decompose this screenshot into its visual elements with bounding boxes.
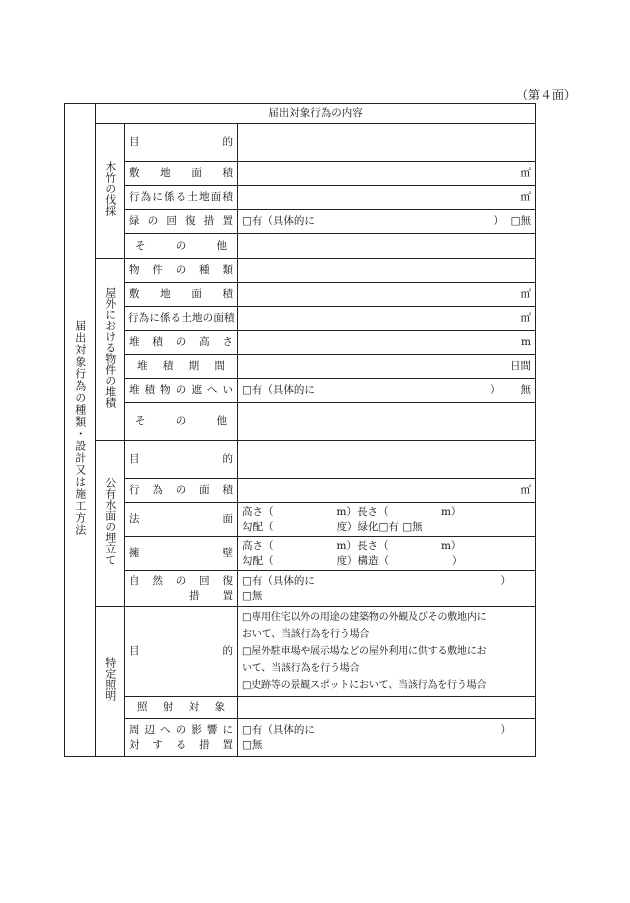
tree-land-area-value[interactable] — [238, 186, 536, 210]
unit-m2: ㎡ — [520, 167, 531, 179]
section-tree-cutting — [96, 124, 125, 259]
light-impact-no: □無 — [242, 738, 263, 751]
pile-screen-yes: □有（具体的に — [242, 384, 315, 396]
unit-m: m — [521, 336, 531, 348]
water-nature-no: □無 — [242, 589, 263, 602]
water-purpose-label: 目的 — [125, 441, 238, 479]
pile-other-value[interactable] — [238, 403, 536, 441]
light-purpose-line-2: おいて、当該行為を行う場合 — [242, 629, 370, 640]
water-nature-value[interactable] — [238, 571, 536, 607]
pile-other-label: その他 — [125, 403, 238, 441]
pile-screen-label: 堆積物の遮へい — [125, 379, 238, 403]
tree-other-label: その他 — [125, 234, 238, 259]
water-purpose-value[interactable] — [238, 441, 536, 479]
water-wall-label: 擁壁 — [125, 537, 238, 571]
pile-period-label: 堆積期間 — [125, 355, 238, 379]
light-purpose-line-3: □屋外駐車場や展示場などの屋外利用に供する敷地にお — [242, 646, 487, 657]
tree-green-yes: □有（具体的に — [242, 215, 315, 227]
light-impact-yes-line: □有（具体的に ） — [242, 723, 511, 736]
pile-height-value[interactable] — [238, 331, 536, 355]
section-specific-lighting — [96, 607, 125, 757]
water-wall-line-1: 高さ（ m）長さ（ m） — [242, 539, 462, 552]
tree-purpose-value[interactable] — [238, 124, 536, 162]
water-slope-line-2: 勾配（ 度）緑化□有 □無 — [242, 520, 423, 533]
side-title: 届出対象行為の種類・設計又は施工方法 — [73, 319, 87, 536]
page-number: （第４面） — [515, 88, 576, 102]
table-header: 届出対象行為の内容 — [96, 104, 536, 124]
light-purpose-line-5: □史跡等の景観スポットにおいて、当該行為を行う場合 — [242, 680, 487, 691]
section-pile-title: 屋外における物件の堆積 — [103, 286, 117, 408]
water-area-value[interactable] — [238, 479, 536, 503]
water-wall-line-2: 勾配（ 度）構造（ ） — [242, 554, 463, 567]
tree-green-value[interactable] — [238, 210, 536, 234]
tree-green-label: 緑の回復措置 — [125, 210, 238, 234]
pile-site-area-label: 敷地面積 — [125, 283, 238, 307]
tree-purpose-label: 目的 — [125, 124, 238, 162]
pile-kind-label: 物件の種類 — [125, 259, 238, 283]
pile-land-area-label: 行為に係る土地の面積 — [125, 307, 238, 331]
light-target-value[interactable] — [238, 697, 536, 719]
pile-screen-no: ） 無 — [489, 384, 531, 396]
water-slope-line-1: 高さ（ m）長さ（ m） — [242, 505, 462, 518]
water-area-label: 行為の面積 — [125, 479, 238, 503]
side-title-cell — [65, 104, 96, 757]
light-purpose-line-1: □専用住宅以外の用途の建築物の外観及びその敷地内に — [242, 612, 487, 623]
light-purpose-line-4: いて、当該行為を行う場合 — [242, 663, 360, 674]
tree-site-area-value[interactable] — [238, 162, 536, 186]
unit-m2: ㎡ — [520, 312, 531, 324]
section-tree-title: 木竹の伐採 — [103, 161, 117, 216]
light-purpose-label: 目的 — [125, 607, 238, 697]
light-target-label: 照射対象 — [125, 697, 238, 719]
notification-form-table — [64, 103, 536, 757]
section-water-reclamation — [96, 441, 125, 607]
tree-site-area-label: 敷地面積 — [125, 162, 238, 186]
pile-period-value[interactable] — [238, 355, 536, 379]
unit-m2: ㎡ — [520, 484, 531, 496]
unit-days: 日間 — [510, 360, 531, 372]
light-impact-value[interactable] — [238, 719, 536, 757]
pile-land-area-value[interactable] — [238, 307, 536, 331]
water-wall-value[interactable] — [238, 537, 536, 571]
water-nature-label: 自然の回復 措置 — [125, 571, 238, 607]
unit-m2: ㎡ — [520, 191, 531, 203]
section-light-title: 特定照明 — [103, 657, 117, 701]
pile-height-label: 堆積の高さ — [125, 331, 238, 355]
pile-kind-value[interactable] — [238, 259, 536, 283]
tree-other-value[interactable] — [238, 234, 536, 259]
pile-screen-value[interactable] — [238, 379, 536, 403]
section-outdoor-pile — [96, 259, 125, 441]
water-slope-label: 法面 — [125, 503, 238, 537]
light-purpose-value[interactable] — [238, 607, 536, 697]
light-impact-label: 周辺への影響に 対する措置 — [125, 719, 238, 757]
water-slope-value[interactable] — [238, 503, 536, 537]
water-nature-yes-line: □有（具体的に ） — [242, 574, 511, 587]
tree-land-area-label: 行為に係る土地面積 — [125, 186, 238, 210]
unit-m2: ㎡ — [520, 288, 531, 300]
section-water-title: 公有水面の埋立て — [103, 477, 117, 565]
pile-site-area-value[interactable] — [238, 283, 536, 307]
tree-green-no: ） □無 — [493, 215, 531, 227]
